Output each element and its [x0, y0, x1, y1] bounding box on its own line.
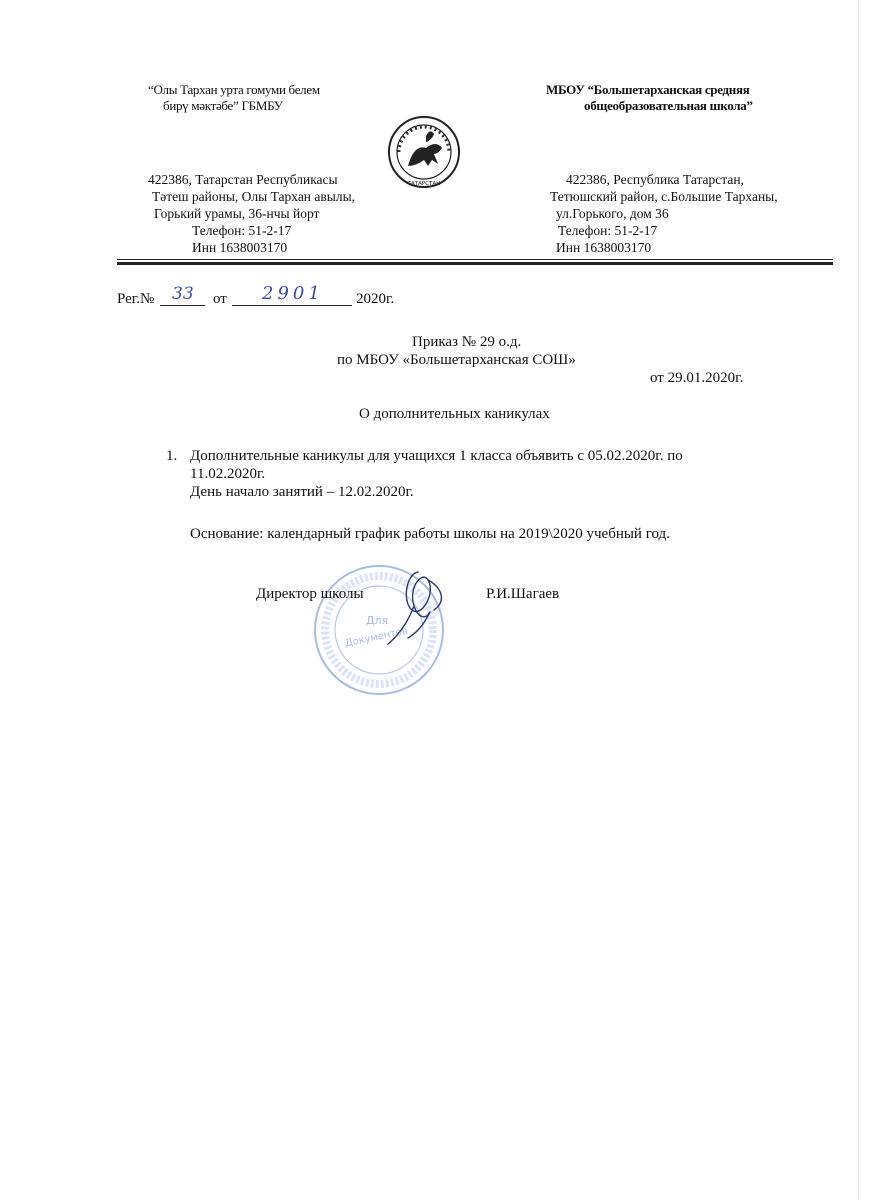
header-right-title-line: общеобразовательная школа” [584, 98, 753, 113]
signature-name: Р.И.Шагаев [486, 586, 560, 602]
address-line: Инн 1638003170 [556, 240, 652, 255]
list-item [190, 447, 683, 501]
scan-edge [858, 0, 859, 1200]
address-line: ул.Горького, дом 36 [556, 206, 669, 221]
header-left-address [148, 171, 355, 256]
signature-position: Директор школы [256, 586, 364, 602]
address-line: Тетюшский район, с.Большие Тарханы, [550, 189, 778, 204]
item-line: День начало занятий – 12.02.2020г. [190, 484, 414, 500]
reg-label: Рег.№ [117, 291, 155, 307]
reg-date-handwritten: 2901 [262, 283, 324, 304]
from-label: от [213, 291, 227, 307]
item-line: Дополнительные каникулы для учащихся 1 класса объявить с 05.02.2020г. по [190, 448, 683, 464]
header-right-title-line: МБОУ “Большетарханская средняя [546, 82, 750, 97]
address-line: Инн 1638003170 [192, 240, 288, 255]
header-right-address [550, 171, 778, 256]
registration-line [117, 290, 154, 308]
reg-number-handwritten: 33 [172, 284, 194, 304]
header-rule-thin [117, 259, 833, 260]
stamp-text: Для [365, 614, 389, 627]
stamp-text: Документов [344, 625, 409, 650]
address-line: 422386, Республика Татарстан, [566, 172, 744, 187]
reg-number-underline [160, 305, 205, 306]
basis-text: Основание: календарный график работы школы на 2019\2020 учебный год. [190, 526, 670, 542]
item-number: 1. [166, 448, 178, 464]
address-line: Телефон: 51-2-17 [192, 223, 292, 238]
emblem-caption: ТАТАРСТАН [407, 181, 441, 187]
address-line: 422386, Татарстан Республикасы [148, 172, 338, 187]
item-line: 11.02.2020г. [190, 466, 266, 482]
order-date: от 29.01.2020г. [650, 370, 744, 386]
order-subject: О дополнительных каникулах [359, 406, 550, 422]
header-left-title-line: “Олы Тархан урта гомуми белем [148, 82, 320, 97]
address-line: Телефон: 51-2-17 [558, 223, 658, 238]
emblem-icon [386, 114, 462, 190]
header-left-title-line: бирү мәктәбе” ГБМБУ [163, 98, 283, 113]
header-right-title [546, 82, 753, 114]
header-left-title [148, 82, 320, 114]
year-suffix: 2020г. [356, 291, 395, 307]
reg-date-underline [232, 305, 352, 306]
tatarstan-emblem [386, 114, 462, 190]
address-line: Горький урамы, 36-нчы йорт [154, 206, 320, 221]
order-org: по МБОУ «Большетарханская СОШ» [337, 352, 576, 368]
signature-scribble [378, 562, 458, 652]
signature-icon [378, 562, 458, 652]
address-line: Тәтеш районы, Олы Тархан авылы, [152, 189, 356, 204]
header-rule-thick [117, 262, 833, 265]
order-title: Приказ № 29 о.д. [412, 334, 522, 350]
